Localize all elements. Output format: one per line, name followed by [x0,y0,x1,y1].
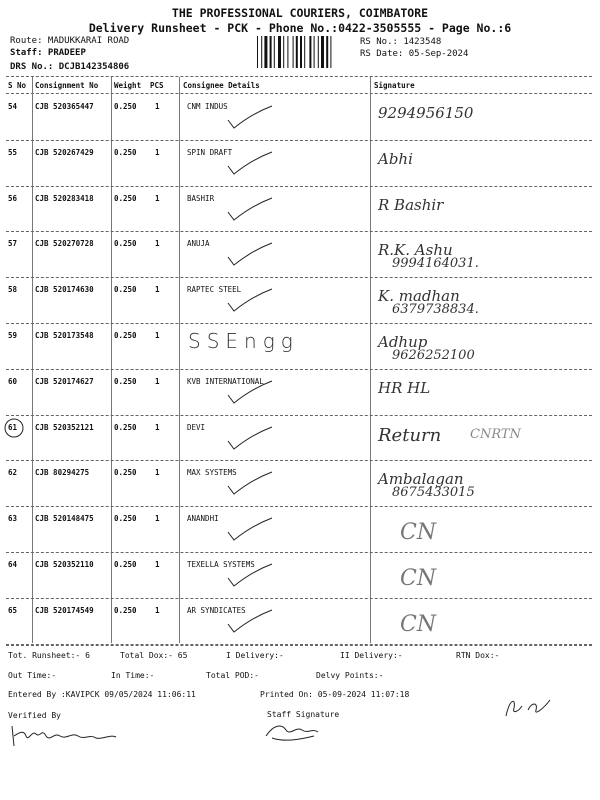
row-separator [6,552,592,553]
row-signature: CN [400,611,437,637]
row-pcs: 1 [155,331,160,340]
entered-by: Entered By :KAVIPCK 09/05/2024 11:06:11 [8,690,196,699]
check-mark-icon [220,239,280,269]
row-consignee: ANANDHI [187,514,219,524]
col-consignment: Consignment No [35,81,99,90]
row-signature: Adhup [378,333,428,351]
row-separator [6,323,592,324]
col-signature: Signature [374,81,415,90]
row-consignment-no: CJB 520174630 [35,285,94,295]
row-separator [6,140,592,141]
ii-delivery: II Delivery:- [340,651,403,660]
circle-mark-icon [3,417,25,439]
total-pod: Total POD:- [206,671,259,680]
row-signature: 9294956150 [378,104,474,122]
row-pcs: 1 [155,285,160,295]
row-signature: CN [400,566,437,591]
row-consignee: DEVI [187,422,206,432]
in-time: In Time:- [111,671,155,680]
verified-by-label: Verified By [8,711,61,720]
title-company: THE PROFESSIONAL COURIERS, COIMBATORE [171,6,429,20]
row-separator [6,598,592,599]
row-consignee: AR SYNDICATES [187,605,246,615]
check-mark-icon [220,377,280,407]
row-weight: 0.250 [114,285,137,295]
staff-signature-label: Staff Signature [267,710,340,719]
row-consignee: SSEngg [188,329,299,353]
row-consignment-no: CJB 520174549 [35,605,94,615]
row-weight: 0.250 [114,193,137,203]
row-weight: 0.250 [114,376,137,386]
row-weight: 0.250 [114,102,137,111]
verifier-signature-mark [6,722,126,750]
row-consignment-no: CJB 520173548 [35,331,94,340]
row-separator [6,277,592,278]
delvy-points: Delvy Points:- [316,671,384,680]
row-signature-note: 8675433015 [392,485,475,501]
row-consignment-no: CJB 520174627 [35,376,94,386]
title-runsheet: Delivery Runsheet - PCK - Phone No.:0422-3505555 - Page No.:6 [88,21,512,35]
row-sno: 57 [8,239,18,249]
corner-initials-mark [500,692,560,722]
row-consignment-no: CJB 80294275 [35,468,90,478]
row-consignment-no: CJB 520352110 [35,560,94,569]
col-pcs: PCS [150,81,164,90]
i-delivery: I Delivery:- [226,651,284,660]
row-pcs: 1 [155,376,160,386]
row-pcs: 1 [155,422,160,432]
row-signature-note: 9994164031. [392,256,479,272]
row-sno: 59 [8,331,18,340]
row-consignment-no: CJB 520267429 [35,147,94,157]
tot-runsheet: Tot. Runsheet:- 6 [8,651,90,660]
row-separator [6,506,592,507]
row-consignment-no: CJB 520148475 [35,514,94,524]
staff-label: Staff: PRADEEP [10,48,86,58]
check-mark-icon [220,514,280,544]
row-consignee: ANUJA [187,239,210,249]
row-consignment-no: CJB 520283418 [35,193,94,203]
total-dox: Total Dox:- 65 [120,651,188,660]
row-sno: 61 [8,422,18,432]
row-signature: Abhi [378,149,413,168]
check-mark-icon [220,194,280,224]
staff-signature-mark [262,720,322,744]
row-consignee: BASHIR [187,193,215,203]
row-sno: 64 [8,560,18,569]
row-separator [6,369,592,370]
row-sno: 62 [8,468,18,478]
row-pcs: 1 [155,514,160,524]
check-mark-icon [220,468,280,498]
row-signature: K. madhan [378,287,460,306]
row-weight: 0.250 [114,468,137,478]
col-consignee: Consignee Details [183,81,260,90]
row-consignment-no: CJB 520365447 [35,102,94,111]
row-signature: HR HL [378,378,431,397]
check-mark-icon [220,102,280,132]
row-separator [6,460,592,461]
check-mark-icon [220,560,280,590]
row-consignee: SPIN DRAFT [187,147,233,157]
row-weight: 0.250 [114,560,137,569]
row-pcs: 1 [155,239,160,249]
check-mark-icon [220,285,280,315]
row-consignment-no: CJB 520270728 [35,239,94,249]
row-separator [6,415,592,416]
row-weight: 0.250 [114,422,137,432]
row-signature: Return [378,424,442,446]
row-sno: 55 [8,147,18,157]
row-signature-note: CNRTN [470,426,521,442]
row-pcs: 1 [155,560,160,569]
col-sno: S No [8,81,27,90]
row-consignee: MAX SYSTEMS [187,468,237,478]
row-pcs: 1 [155,468,160,478]
row-consignee: TEXELLA SYSTEMS [187,560,255,569]
drs-label: DRS No.: DCJB142354806 [10,62,130,72]
row-signature: CN [400,520,437,546]
row-sno: 65 [8,605,18,615]
printed-on: Printed On: 05-09-2024 11:07:18 [260,690,410,699]
row-consignee: CNM INDUS [187,102,228,111]
rs-no-label: RS No.: 1423548 [360,37,442,47]
row-sno: 58 [8,285,18,295]
row-consignee: KVB INTERNATIONAL [187,376,264,386]
row-pcs: 1 [155,147,160,157]
row-signature-note: 6379738834. [392,302,479,318]
row-sno: 54 [8,102,18,111]
out-time: Out Time:- [8,671,57,680]
row-separator [6,186,592,187]
col-weight: Weight [114,81,142,90]
row-signature-note: 9626252100 [392,348,475,363]
row-separator [6,231,592,232]
row-signature: Ambalagan [378,470,464,489]
check-mark-icon [220,148,280,178]
row-sno: 60 [8,376,18,386]
row-pcs: 1 [155,102,160,111]
check-mark-icon [220,606,280,636]
row-pcs: 1 [155,193,160,203]
row-weight: 0.250 [114,605,137,615]
row-sno: 56 [8,193,18,203]
row-signature: R.K. Ashu [378,241,453,260]
row-consignment-no: CJB 520352121 [35,422,94,432]
row-weight: 0.250 [114,514,137,524]
row-weight: 0.250 [114,331,137,340]
row-signature: R Bashir [378,195,444,214]
barcode [255,36,355,70]
rs-date-label: RS Date: 05-Sep-2024 [360,49,469,59]
check-mark-icon [220,423,280,453]
row-pcs: 1 [155,605,160,615]
row-sno: 63 [8,514,18,524]
row-consignee: RAPTEC STEEL [187,285,242,295]
rtn-dox: RTN Dox:- [456,651,500,660]
route-label: Route: MADUKKARAI ROAD [10,36,130,46]
row-weight: 0.250 [114,147,137,157]
row-weight: 0.250 [114,239,137,249]
